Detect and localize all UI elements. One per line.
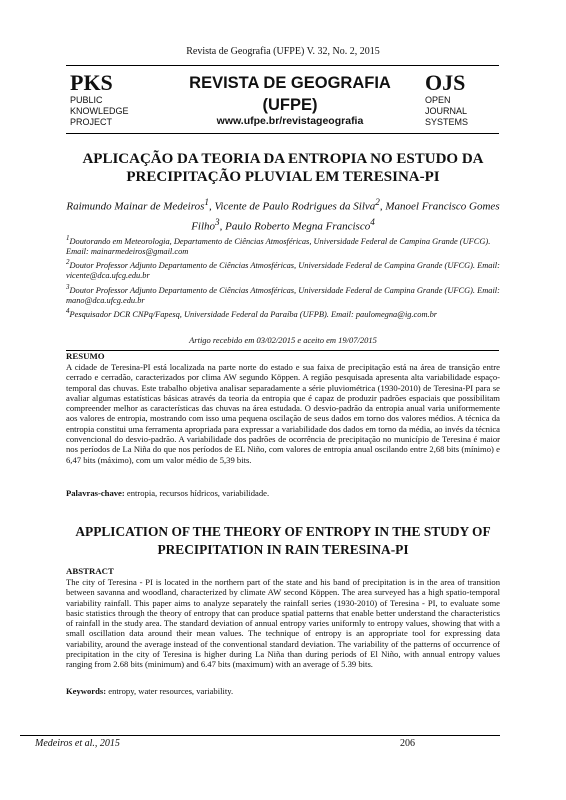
ojs-sub-line: SYSTEMS: [425, 117, 469, 127]
abstract-heading: ABSTRACT: [66, 566, 114, 576]
affiliation-sup: 2: [66, 258, 70, 267]
journal-title-line2: (UFPE): [262, 96, 318, 114]
footer-citation: Medeiros et al., 2015: [35, 738, 120, 749]
page-number: 206: [400, 738, 415, 749]
affiliation: [66, 306, 502, 320]
ojs-sub-line: JOURNAL: [425, 106, 468, 116]
author-sup: 2: [375, 197, 380, 207]
pks-sub-line: PUBLIC: [70, 95, 103, 105]
header-rule-bottom: [66, 133, 499, 134]
affiliation-text: Doutor Professor Adjunto Departamento de Ciências Atmosféricas, Universidade Federal de Campina Grande (UFCG). Email: vicente@dca.ufcg.edu.br: [66, 261, 500, 281]
author-sup: 1: [204, 197, 209, 207]
keywords-en-label: Keywords:: [66, 686, 107, 696]
journal-title-line1: REVISTA DE GEOGRAFIA: [189, 74, 391, 92]
affiliation-sup: 1: [66, 234, 70, 242]
resumo-body: A cidade de Teresina-PI está localizada na parte norte do estado e sua faixa de precipitação está na área de transição entre cerrado e cerradão, caracterizados por clima AW segundo Köppen. A região pesquisada apresenta alta variabilidade espaço-temporal das chuvas. Este trabalho objetiva analisar separadamente a série pluviométrica (1930-2010) de Teresina-PI para se avaliar algumas estatísticas básicas através da teoria da entropia que é capaz de produzir padrões espaciais que possibilitam compreender melhor as características das chuvas na área estudada. O desvio-padrão da entropia anual varia uniformemente aos valores de entropia, mostrando com isso uma pequena oscilação de seus dados em torno dos valores médios. A técnica da entropia constitui uma ferramenta apropriada para expressar a variabilidade dos dados em torno da média, ao invés da técnica convencional do desvio-padrão. A variabilidade dos padrões de ocorrência de precipitação no município de Teresina é maior nos períodos de La Niña do que nos períodos de EL Niño, com valores de entropia anual oscilando entre 2,68 bits (mínimo) e 6,47 bits (máximo), com um valor médio de 5,39 bits.: [66, 362, 500, 465]
author-sup: 3: [215, 216, 220, 227]
affiliation: [66, 257, 502, 281]
affiliations: [66, 233, 502, 320]
keywords-en-text: entropy, water resources, variability.: [108, 686, 234, 696]
affiliation-sup: 3: [66, 282, 70, 291]
author-name: Manoel Francisco Gomes Filho: [191, 200, 500, 233]
author-name: Raimundo Mainar de Medeiros: [66, 200, 205, 213]
header-rule-top: [66, 65, 499, 66]
journal-url[interactable]: www.ufpe.br/revistageografia: [216, 115, 364, 127]
affiliation-text: Doutor Professor Adjunto Departamento de Ciências Atmosféricas, Universidade Federal de Campina Grande (UFCG). Email: mano@dca.ufcg.edu.br: [66, 285, 500, 305]
ojs-sub-line: OPEN: [425, 95, 451, 105]
ojs-subtitle: [425, 95, 468, 128]
pks-subtitle: [70, 95, 129, 128]
journal-title: [170, 72, 410, 116]
affiliation-text: Doutorando em Meteorologia, Departamento de Ciências Atmosféricas, Universidade Federal de Campina Grande (UFCG). Email: mainarmedeiros@gmail.com: [66, 236, 491, 257]
affiliation-text: Pesquisador DCR CNPq/Fapesq, Universidade Federal da Paraíba (UFPB). Email: paulomegna@ig.com.br: [69, 309, 438, 319]
footer-rule: [20, 735, 500, 736]
author-name: Paulo Roberto Megna Francisco: [225, 220, 371, 233]
running-head: Revista de Geografia (UFPE) V. 32, No. 2, 2015: [186, 46, 380, 57]
ojs-logo: OJS: [425, 70, 466, 95]
article-title-en: APPLICATION OF THE THEORY OF ENTROPY IN THE STUDY OF PRECIPITATION IN RAIN TERESINA-PI: [75, 524, 491, 557]
author-name: Vicente de Paulo Rodrigues da Silva: [214, 200, 376, 213]
keywords-pt-text: entropia, recursos hídricos, variabilidade.: [126, 488, 270, 498]
keywords-pt-label: Palavras-chave:: [66, 488, 125, 498]
resumo-heading: RESUMO: [66, 351, 105, 361]
keywords-pt: [66, 488, 500, 498]
pks-sub-line: KNOWLEDGE: [70, 106, 129, 116]
author-sup: 4: [370, 216, 375, 227]
article-title-pt: APLICAÇÃO DA TEORIA DA ENTROPIA NO ESTUDO DA PRECIPITAÇÃO PLUVIAL EM TERESINA-PI: [82, 151, 484, 185]
abstract-body: The city of Teresina - PI is located in the northern part of the state and his band of precipitation is in the area of transition between savanna and woodland, characterized by climate AW second Köppen. The area surveyed has a high spatio-temporal variability rainfall. This paper aims to analyze separately the rainfall series (1930-2010) of Teresina - PI, to evaluate some basic statistics through the theory of entropy that can produce spatial patterns that enable better understand the characteristics of rainfall in the study area. The standard deviation of annual entropy varies uniformly to entropy values, showing that with a small oscillation data around their mean values. The technique of entropy is an appropriate tool for expressing data variability, around the average instead of the conventional standard deviation. The variability of the patterns of occurrence of precipitation in the city of Teresina is higher during La Niña than during periods of El Niño, with annual entropy values ranging from 2.68 bits (minimum) and 6.47 bits (maximum) with an average of 5.39 bits.: [66, 577, 500, 670]
keywords-en: [66, 686, 500, 696]
pks-sub-line: PROJECT: [70, 117, 113, 127]
affiliation-sup: 4: [66, 307, 70, 316]
pks-logo: PKS: [70, 70, 113, 95]
author-list: Raimundo Mainar de Medeiros$^1$, Vicente de Paulo Rodrigues da Silva$^2$, Manoel Francisco Gomes Filho$^3$, Paulo Roberto Megna Francisco$^4$: [66, 197, 500, 233]
section-rule: [66, 350, 499, 351]
affiliation: [66, 233, 502, 257]
affiliation: [66, 282, 502, 306]
received-date: Artigo recebido em 03/02/2015 e aceito em 19/07/2015: [189, 335, 377, 345]
